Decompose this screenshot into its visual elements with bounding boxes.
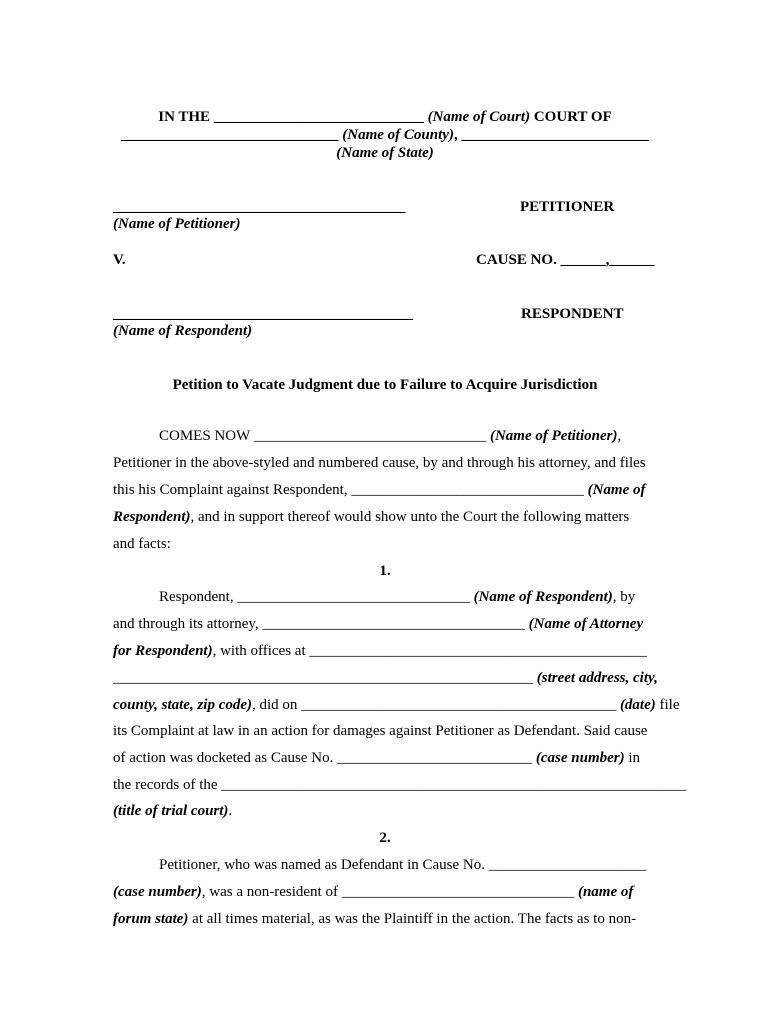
section-1-number: 1. (379, 563, 391, 579)
section-1-line-1: Respondent, _______________________________ (Name of Respondent), by (159, 589, 636, 605)
section-1-line-7: of action was docketed as Cause No. __________________________ (case number) in (113, 750, 641, 766)
section-1-line-8: the records of the ______________________________________________________________ (113, 777, 687, 793)
section-2-line-2: (case number), was a non-resident of _______________________________ (name of (113, 884, 634, 900)
section-1-line-6: its Complaint at law in an action for damages against Petitioner as Defendant. Said cause (113, 723, 648, 739)
intro-line-4: Respondent), and in support thereof would show unto the Court the following matters (113, 509, 630, 525)
caption-county-line: _____________________________ (Name of County), _________________________ (121, 127, 649, 143)
caption-court-line: IN THE ____________________________ (Name of Court) COURT OF (158, 109, 612, 125)
caption-state-line: (Name of State) (336, 145, 434, 161)
intro-line-5: and facts: (113, 536, 171, 552)
petitioner-role-label: PETITIONER (520, 199, 615, 215)
intro-line-1: COMES NOW _______________________________ (Name of Petitioner), (159, 428, 622, 444)
petitioner-name-blank: _______________________________________ (113, 199, 406, 215)
intro-line-3: this his Complaint against Respondent, _______________________________ (Name of (113, 482, 646, 498)
section-1-line-5: county, state, zip code), did on __________________________________________ (date) file (113, 697, 680, 713)
document-title: Petition to Vacate Judgment due to Failure to Acquire Jurisdiction (172, 377, 598, 393)
versus-label: V. (113, 252, 126, 268)
cause-number: CAUSE NO. ______,______ (476, 252, 655, 268)
section-1-line-3: for Respondent), with offices at _____________________________________________ (113, 643, 647, 659)
respondent-name-blank: ________________________________________ (113, 306, 413, 322)
intro-line-2: Petitioner in the above-styled and numbered cause, by and through his attorney, and files (113, 455, 646, 471)
respondent-name-field: (Name of Respondent) (113, 323, 253, 339)
section-2-line-1: Petitioner, who was named as Defendant in Cause No. _____________________ (159, 857, 647, 873)
section-2-line-3: forum state) at all times material, as was the Plaintiff in the action. The facts as to non- (113, 911, 637, 927)
section-1-line-9: (title of trial court). (113, 803, 233, 819)
respondent-role-label: RESPONDENT (521, 306, 624, 322)
section-1-line-4: ________________________________________________________ (street address, city, (113, 670, 658, 686)
section-1-line-2: and through its attorney, ___________________________________ (Name of Attorney (113, 616, 644, 632)
section-2-number: 2. (379, 830, 391, 846)
petitioner-name-field: (Name of Petitioner) (113, 216, 241, 232)
